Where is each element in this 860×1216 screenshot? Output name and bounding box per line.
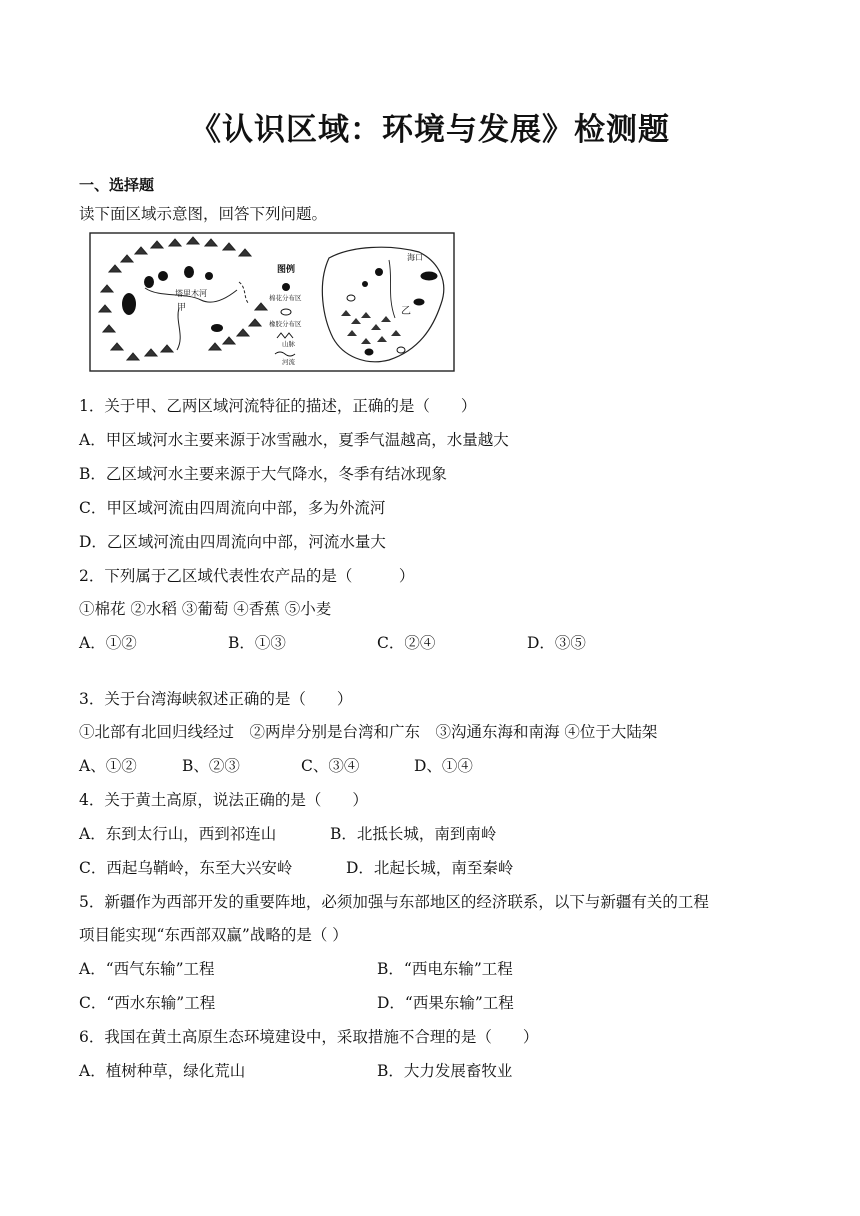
question-3-stem: 3．关于台湾海峡叙述正确的是（ ） <box>79 690 353 708</box>
question-3-option-c: C、③④ <box>301 757 360 775</box>
svg-text:图例: 图例 <box>277 265 296 275</box>
question-3-option-b: B、②③ <box>182 757 240 775</box>
question-4-option-d: D．北起长城，南至秦岭 <box>346 859 514 877</box>
question-6-stem: 6．我国在黄土高原生态环境建设中，采取措施不合理的是（ ） <box>79 1028 539 1046</box>
question-2-option-b: B．①③ <box>228 634 286 652</box>
section-heading: 一、选择题 <box>79 176 155 194</box>
question-2-choices: ①棉花 ②水稻 ③葡萄 ④香蕉 ⑤小麦 <box>79 600 332 618</box>
question-5-stem: 5．新疆作为西部开发的重要阵地，必须加强与东部地区的经济联系，以下与新疆有关的工程 <box>79 893 709 911</box>
svg-text:棉花分布区: 棉花分布区 <box>269 294 302 302</box>
question-3-choices: ①北部有北回归线经过 ②两岸分别是台湾和广东 ③沟通东海和南海 ④位于大陆架 <box>79 723 658 741</box>
question-1-option-c: C．甲区域河流由四周流向中部，多为外流河 <box>79 499 386 517</box>
svg-text:塔里木河: 塔里木河 <box>175 289 207 298</box>
question-5-option-b: B．“西电东输”工程 <box>377 960 513 978</box>
question-3-option-a: A、①② <box>79 757 137 775</box>
svg-text:山脉: 山脉 <box>282 340 295 348</box>
svg-text:橡胶分布区: 橡胶分布区 <box>269 320 302 328</box>
region-map-figure <box>89 232 455 372</box>
svg-text:海口: 海口 <box>407 253 423 262</box>
svg-text:河流: 河流 <box>282 358 295 366</box>
question-4-stem: 4．关于黄土高原，说法正确的是（ ） <box>79 791 368 809</box>
question-1-stem: 1．关于甲、乙两区域河流特征的描述，正确的是（ ） <box>79 397 477 415</box>
question-1-option-d: D．乙区域河流由四周流向中部，河流水量大 <box>79 533 386 551</box>
question-2-option-d: D．③⑤ <box>527 634 586 652</box>
svg-text:甲: 甲 <box>177 303 187 313</box>
question-6-option-b: B．大力发展畜牧业 <box>377 1062 513 1080</box>
question-4-option-c: C．西起乌鞘岭，东至大兴安岭 <box>79 859 293 877</box>
question-2-stem: 2．下列属于乙区域代表性农产品的是（ ） <box>79 567 415 585</box>
question-4-option-b: B．北抵长城，南到南岭 <box>330 825 497 843</box>
question-2-option-c: C．②④ <box>377 634 436 652</box>
question-1-option-b: B．乙区域河水主要来源于大气降水，冬季有结冰现象 <box>79 465 447 483</box>
question-2-option-a: A．①② <box>79 634 137 652</box>
question-1-option-a: A．甲区域河水主要来源于冰雪融水，夏季气温越高，水量越大 <box>79 431 509 449</box>
question-6-option-a: A．植树种草，绿化荒山 <box>79 1062 246 1080</box>
question-5-stem-continued: 项目能实现“东西部双赢”战略的是（ ） <box>79 926 348 944</box>
svg-text:乙: 乙 <box>401 306 411 317</box>
question-3-option-d: D、①④ <box>414 757 473 775</box>
question-5-option-a: A．“西气东输”工程 <box>79 960 215 978</box>
question-5-option-c: C．“西水东输”工程 <box>79 994 216 1012</box>
document-title: 《认识区域：环境与发展》检测题 <box>190 112 670 148</box>
question-4-option-a: A．东到太行山，西到祁连山 <box>79 825 277 843</box>
question-5-option-d: D．“西果东输”工程 <box>377 994 514 1012</box>
intro-text: 读下面区域示意图，回答下列问题。 <box>79 205 328 223</box>
